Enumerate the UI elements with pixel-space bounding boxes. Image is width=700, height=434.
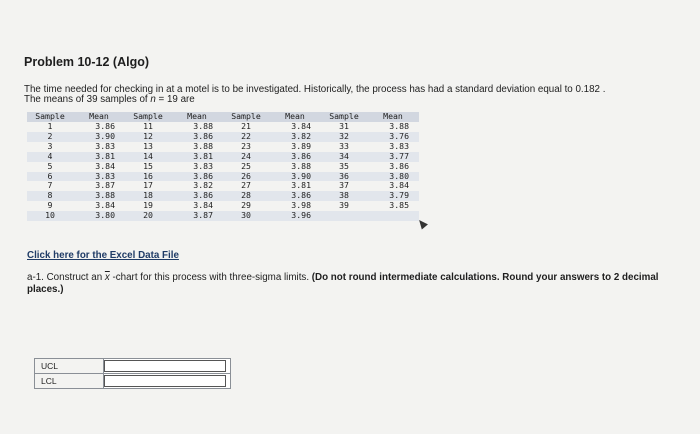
- sample-number-cell: 19: [125, 201, 171, 211]
- mean-value-cell: 3.86: [269, 191, 321, 201]
- table-header-row: [27, 112, 419, 122]
- sample-number-cell: 28: [223, 191, 269, 201]
- mean-value-cell: 3.80: [73, 211, 125, 221]
- description-line-1: The time needed for checking in at a motel is to be investigated. Historically, the process has had a standard deviation equal to 0.182 .: [24, 84, 606, 95]
- excel-data-file-link[interactable]: Click here for the Excel Data File: [27, 250, 179, 261]
- sample-number-cell: 22: [223, 132, 269, 142]
- sample-number-cell: 37: [321, 181, 367, 191]
- mean-value-cell: 3.88: [367, 122, 419, 132]
- mean-value-cell: 3.82: [171, 181, 223, 191]
- mean-value-cell: 3.88: [171, 142, 223, 152]
- sample-number-cell: 9: [27, 201, 73, 211]
- column-header: Sample: [125, 112, 171, 122]
- table-row: [27, 162, 419, 172]
- sample-number-cell: 4: [27, 152, 73, 162]
- ucl-input[interactable]: [104, 360, 226, 372]
- mean-value-cell: 3.82: [269, 132, 321, 142]
- sample-number-cell: 25: [223, 162, 269, 172]
- lcl-row: [35, 374, 231, 389]
- table-row: [27, 152, 419, 162]
- sample-number-cell: 13: [125, 142, 171, 152]
- column-header: Mean: [171, 112, 223, 122]
- mean-value-cell: 3.81: [171, 152, 223, 162]
- mean-value-cell: 3.84: [367, 181, 419, 191]
- question-a1: a-1. Construct an $\overline{x}$ -chart for this process with three-sigma limits. (Do not round intermediate calculations. Round your answers to 2 decimal places.): [27, 272, 659, 295]
- n-variable: n: [150, 94, 156, 105]
- sample-number-cell: 8: [27, 191, 73, 201]
- sample-number-cell: 27: [223, 181, 269, 191]
- table-row: [27, 191, 419, 201]
- mean-value-cell: 3.86: [171, 172, 223, 182]
- rounding-instructions: (Do not round intermediate calculations. Round your answers to 2 decimal places.): [27, 272, 659, 295]
- sample-number-cell: 16: [125, 172, 171, 182]
- lcl-input[interactable]: [104, 375, 226, 387]
- sample-number-cell: 36: [321, 172, 367, 182]
- sample-number-cell: 38: [321, 191, 367, 201]
- mean-value-cell: 3.88: [269, 162, 321, 172]
- mean-value-cell: 3.83: [171, 162, 223, 172]
- column-header: Sample: [223, 112, 269, 122]
- sample-number-cell: 21: [223, 122, 269, 132]
- sample-number-cell: 3: [27, 142, 73, 152]
- mean-value-cell: 3.83: [367, 142, 419, 152]
- sample-number-cell: 14: [125, 152, 171, 162]
- table-row: [27, 172, 419, 182]
- sample-number-cell: 17: [125, 181, 171, 191]
- mean-value-cell: 3.79: [367, 191, 419, 201]
- sample-number-cell: 31: [321, 122, 367, 132]
- mean-value-cell: 3.88: [171, 122, 223, 132]
- sample-number-cell: 15: [125, 162, 171, 172]
- problem-title: Problem 10-12 (Algo): [24, 55, 150, 69]
- mean-value-cell: 3.84: [171, 201, 223, 211]
- sample-means-table: [27, 112, 419, 221]
- sample-number-cell: [321, 211, 367, 221]
- column-header: Mean: [367, 112, 419, 122]
- mean-value-cell: 3.86: [367, 162, 419, 172]
- mean-value-cell: 3.84: [73, 162, 125, 172]
- mean-value-cell: [367, 211, 419, 221]
- mean-value-cell: 3.86: [73, 122, 125, 132]
- sample-number-cell: 18: [125, 191, 171, 201]
- mean-value-cell: 3.80: [367, 172, 419, 182]
- mean-value-cell: 3.77: [367, 152, 419, 162]
- sample-number-cell: 1: [27, 122, 73, 132]
- ucl-label: UCL: [35, 359, 104, 374]
- sample-number-cell: 39: [321, 201, 367, 211]
- column-header: Mean: [73, 112, 125, 122]
- mean-value-cell: 3.98: [269, 201, 321, 211]
- mean-value-cell: 3.85: [367, 201, 419, 211]
- mean-value-cell: 3.83: [73, 172, 125, 182]
- mean-value-cell: 3.84: [269, 122, 321, 132]
- answer-table: [34, 358, 231, 389]
- mean-value-cell: 3.81: [73, 152, 125, 162]
- sample-number-cell: 23: [223, 142, 269, 152]
- table-row: [27, 211, 419, 221]
- table-row: [27, 122, 419, 132]
- mean-value-cell: 3.86: [171, 191, 223, 201]
- sample-number-cell: 34: [321, 152, 367, 162]
- description-line-2: The means of 39 samples of n = 19 are: [24, 94, 195, 105]
- mean-value-cell: 3.86: [171, 132, 223, 142]
- sample-number-cell: 20: [125, 211, 171, 221]
- mean-value-cell: 3.90: [73, 132, 125, 142]
- lcl-label: LCL: [35, 374, 104, 389]
- problem-description: [24, 85, 684, 105]
- mean-value-cell: 3.81: [269, 181, 321, 191]
- sample-number-cell: 6: [27, 172, 73, 182]
- sample-number-cell: 26: [223, 172, 269, 182]
- mean-value-cell: 3.83: [73, 142, 125, 152]
- x-bar-symbol: $\overline{x}$: [104, 272, 110, 283]
- table-row: [27, 181, 419, 191]
- mean-value-cell: 3.87: [171, 211, 223, 221]
- table-row: [27, 132, 419, 142]
- mean-value-cell: 3.90: [269, 172, 321, 182]
- mean-value-cell: 3.84: [73, 201, 125, 211]
- sample-number-cell: 5: [27, 162, 73, 172]
- table-row: [27, 201, 419, 211]
- sample-number-cell: 32: [321, 132, 367, 142]
- sample-number-cell: 2: [27, 132, 73, 142]
- column-header: Mean: [269, 112, 321, 122]
- mean-value-cell: 3.76: [367, 132, 419, 142]
- mean-value-cell: 3.88: [73, 191, 125, 201]
- column-header: Sample: [27, 112, 73, 122]
- table-row: [27, 142, 419, 152]
- sample-number-cell: 35: [321, 162, 367, 172]
- mean-value-cell: 3.96: [269, 211, 321, 221]
- mean-value-cell: 3.86: [269, 152, 321, 162]
- ucl-row: [35, 359, 231, 374]
- sample-number-cell: 29: [223, 201, 269, 211]
- sample-number-cell: 11: [125, 122, 171, 132]
- sample-number-cell: 33: [321, 142, 367, 152]
- sample-number-cell: 7: [27, 181, 73, 191]
- sample-number-cell: 30: [223, 211, 269, 221]
- column-header: Sample: [321, 112, 367, 122]
- mean-value-cell: 3.89: [269, 142, 321, 152]
- sample-number-cell: 10: [27, 211, 73, 221]
- sample-number-cell: 24: [223, 152, 269, 162]
- mean-value-cell: 3.87: [73, 181, 125, 191]
- sample-number-cell: 12: [125, 132, 171, 142]
